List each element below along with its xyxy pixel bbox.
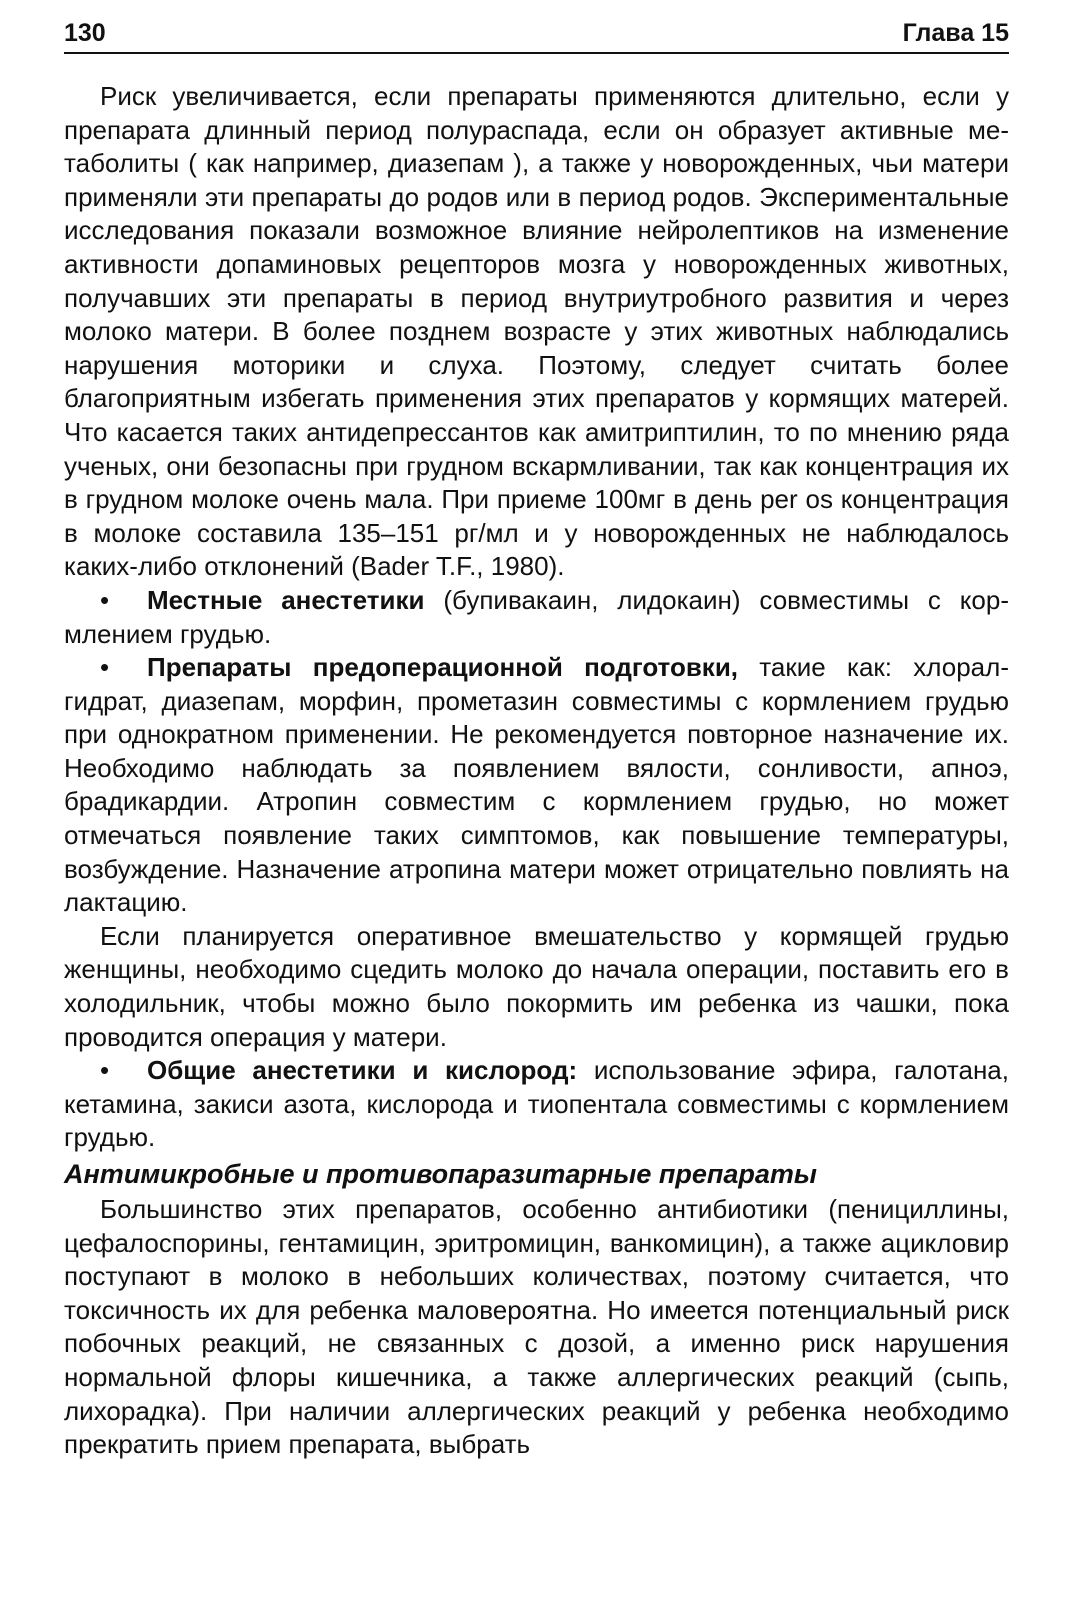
bullet-text: (бупивакаин, лидокаин) совместимы с кормлением грудью. [64,584,1009,649]
bullet-marker [100,651,147,685]
chapter-title: Глава 15 [902,19,1009,47]
bullet-text: использование эфира, галотана, кетамина, закиси азота, кислорода и тиопентала совместимы с кормлением грудью. [64,1055,1009,1153]
section-heading: Антимикробные и противопаразитарные препараты [64,1159,817,1189]
bullet-marker [100,584,147,618]
paragraph-antimicrobials: Большинство этих препаратов, особенно антибиотики (пенициллины, цефалоспорины, гентамицин, эритромицин, ванкомицин), а также ацикловир поступают в молоко в небольших количествах, поэтому считается, что токсичность их для ребенка маловероятна. Но имеется потенциальный риск побочных реакций, не связанных с дозой, а именно риск нарушения нормальной флоры кишечника, а также аллергических реакций (сыпь, лихорадка). При наличии аллергических реакций у ребенка необходимо прекратить прием препарата, выбрать [64,1194,1009,1460]
bullet-preoperative-preparation [64,651,1009,920]
bullet-term: Препараты предоперационной подготовки, [147,652,739,683]
bullet-local-anesthetics [64,584,1009,651]
paragraph-surgery-advice: Если планируется оперативное вмешательство у кормящей грудью женщины, необходимо сцедить молоко до начала операции, поставить его в холодильник, чтобы можно было покормить им ребенка из чашки, пока проводится операция у матери. [64,920,1009,1052]
bullet-text: такие как: хлоралгидрат, диазепам, морфин, прометазин совместимы с кормлением грудью при однократном применении. Не рекомендуется повторное назначение их. Необходимо наблюдать за появлением вялости, сонливости, апноэ, брадикардии. Атропин совместим с кормлением грудью, но может отмечаться появление таких симптомов, как повышение температуры, возбуждение. Назначение атропина матери может отрицательно повлиять на лактацию. [64,652,1009,918]
page-number: 130 [64,19,106,47]
bullet-term: Общие анестетики и кислород: [147,1055,578,1086]
bullet-marker [100,1054,147,1088]
bullet-term: Местные анестетики [147,584,425,615]
paragraph-antipsychotics-risk: Риск увеличивается, если препараты применяются длительно, если у препарата длинный период полураспада, если он образует активные метаболиты ( как например, диазепам ), а также у новорожденных, чьи матери применяли эти препараты до родов или в период родов. Экспериментальные исследования показали возможное влияние нейролептиков на изменение активности допаминовых рецепторов мозга у новорожденных животных, получавших эти препараты в период внутриутробного развития и через молоко матери. В более позднем возрасте у этих животных наблюдались нарушения моторики и слуха. Поэтому, следует считать более благоприятным избегать применения этих препаратов у кормящих матерей. Что касается таких антидепрессантов как амитриптилин, то по мнению ряда ученых, они безопасны при грудном вскармливании, так как концентрация их в грудном молоке очень мала. При приеме 100мг в день per os концентрация в молоке составила 135–151 рг/мл и у новорожденных не наблюдалось каких-либо отклонений (Bader T.F., 1980). [64,81,1009,582]
running-header [64,18,1009,54]
bullet-general-anesthetics [64,1054,1009,1155]
book-page [64,18,1009,1462]
page-body [64,80,1009,1462]
